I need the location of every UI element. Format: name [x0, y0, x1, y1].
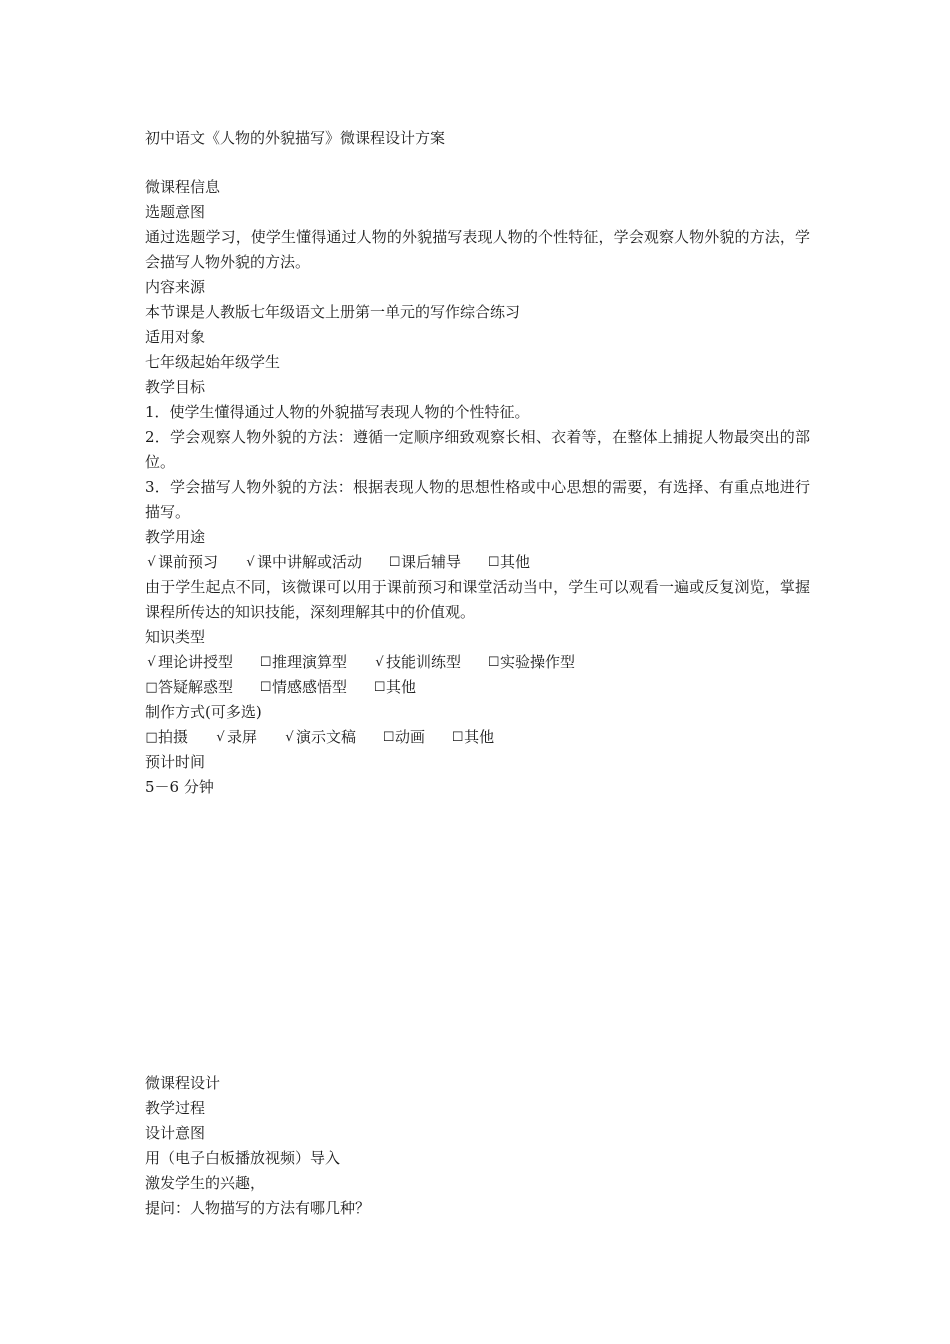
usage-option[interactable]	[487, 550, 530, 575]
process-step: 激发学生的兴趣，	[145, 1174, 266, 1192]
audience-text: 七年级起始年级学生	[145, 353, 281, 371]
method-option[interactable]	[214, 725, 257, 750]
goal-item: 2．学会观察人物外貌的方法：遵循一定顺序细致观察长相、衣着等，在整体上捕捉人物最突出的部位。	[145, 428, 810, 471]
type-option[interactable]	[145, 650, 233, 675]
option-label: 课中讲解或活动	[257, 553, 363, 571]
option-label: 推理演算型	[272, 653, 348, 671]
method-options	[145, 725, 810, 750]
time-label: 预计时间	[145, 753, 206, 771]
course-design-section	[145, 1071, 810, 1221]
type-option[interactable]	[373, 650, 461, 675]
intent-text: 通过选题学习，使学生懂得通过人物的外貌描写表现人物的个性特征，学会观察人物外貌的方法，学会描写人物外貌的方法。	[145, 228, 810, 271]
option-label: 理论讲授型	[158, 653, 234, 671]
option-label: 其他	[386, 678, 417, 696]
option-label: 其他	[500, 553, 531, 571]
method-option[interactable]	[451, 725, 494, 750]
option-label: 动画	[395, 728, 426, 746]
usage-option[interactable]	[388, 550, 461, 575]
check-mark-icon: √	[285, 730, 294, 745]
check-mark-icon: √	[147, 655, 156, 670]
method-label: 制作方式(可多选)	[145, 703, 262, 721]
option-label: 情感感悟型	[272, 678, 348, 696]
course-info-section	[145, 175, 810, 800]
audience-label: 适用对象	[145, 328, 206, 346]
source-text: 本节课是人教版七年级语文上册第一单元的写作综合练习	[145, 303, 521, 321]
document-title: 初中语文《人物的外貌描写》微课程设计方案	[145, 129, 446, 147]
usage-option[interactable]	[145, 550, 218, 575]
check-mark-icon: √	[147, 555, 156, 570]
type-options-row	[145, 675, 810, 700]
type-option[interactable]	[145, 675, 233, 700]
option-label: 拍摄	[158, 728, 189, 746]
method-option[interactable]	[283, 725, 356, 750]
checkbox-icon: □	[145, 680, 158, 695]
checkbox-icon: ☐	[451, 730, 464, 745]
option-label: 演示文稿	[296, 728, 357, 746]
checkbox-icon: ☐	[373, 680, 386, 695]
type-option[interactable]	[259, 675, 347, 700]
process-step: 用（电子白板播放视频）导入	[145, 1149, 341, 1167]
option-label: 录屏	[227, 728, 258, 746]
intent-label: 选题意图	[145, 203, 206, 221]
goal-item: 3．学会描写人物外貌的方法：根据表现人物的思想性格或中心思想的需要，有选择、有重点地进行描写。	[145, 478, 810, 521]
design-intent-label: 设计意图	[145, 1124, 206, 1142]
option-label: 其他	[464, 728, 495, 746]
section-heading-design: 微课程设计	[145, 1074, 221, 1092]
checkbox-icon: ☐	[487, 655, 500, 670]
option-label: 课前预习	[158, 553, 219, 571]
type-options-row	[145, 650, 810, 675]
type-option[interactable]	[259, 650, 347, 675]
goals-label: 教学目标	[145, 378, 206, 396]
section-heading-info: 微课程信息	[145, 178, 221, 196]
checkbox-icon: ☐	[382, 730, 395, 745]
type-option[interactable]	[373, 675, 416, 700]
option-label: 课后辅导	[401, 553, 462, 571]
option-label: 实验操作型	[500, 653, 576, 671]
usage-option[interactable]	[244, 550, 362, 575]
checkbox-icon: ☐	[259, 655, 272, 670]
method-option[interactable]	[145, 725, 188, 750]
process-label: 教学过程	[145, 1099, 206, 1117]
option-label: 技能训练型	[386, 653, 462, 671]
checkbox-icon: ☐	[487, 555, 500, 570]
checkbox-icon: ☐	[388, 555, 401, 570]
check-mark-icon: √	[375, 655, 384, 670]
usage-options	[145, 550, 810, 575]
checkbox-icon: ☐	[259, 680, 272, 695]
check-mark-icon: √	[246, 555, 255, 570]
method-option[interactable]	[382, 725, 425, 750]
goal-item: 1．使学生懂得通过人物的外貌描写表现人物的个性特征。	[145, 403, 530, 421]
source-label: 内容来源	[145, 278, 206, 296]
usage-label: 教学用途	[145, 528, 206, 546]
type-label: 知识类型	[145, 628, 206, 646]
time-text: 5－6 分钟	[145, 778, 214, 796]
type-option[interactable]	[487, 650, 575, 675]
usage-text: 由于学生起点不同，该微课可以用于课前预习和课堂活动当中，学生可以观看一遍或反复浏览，掌握课程所传达的知识技能，深刻理解其中的价值观。	[145, 578, 810, 621]
checkbox-icon: □	[145, 730, 158, 745]
option-label: 答疑解惑型	[158, 678, 234, 696]
check-mark-icon: √	[216, 730, 225, 745]
process-step: 提问：人物描写的方法有哪几种？	[145, 1199, 371, 1217]
